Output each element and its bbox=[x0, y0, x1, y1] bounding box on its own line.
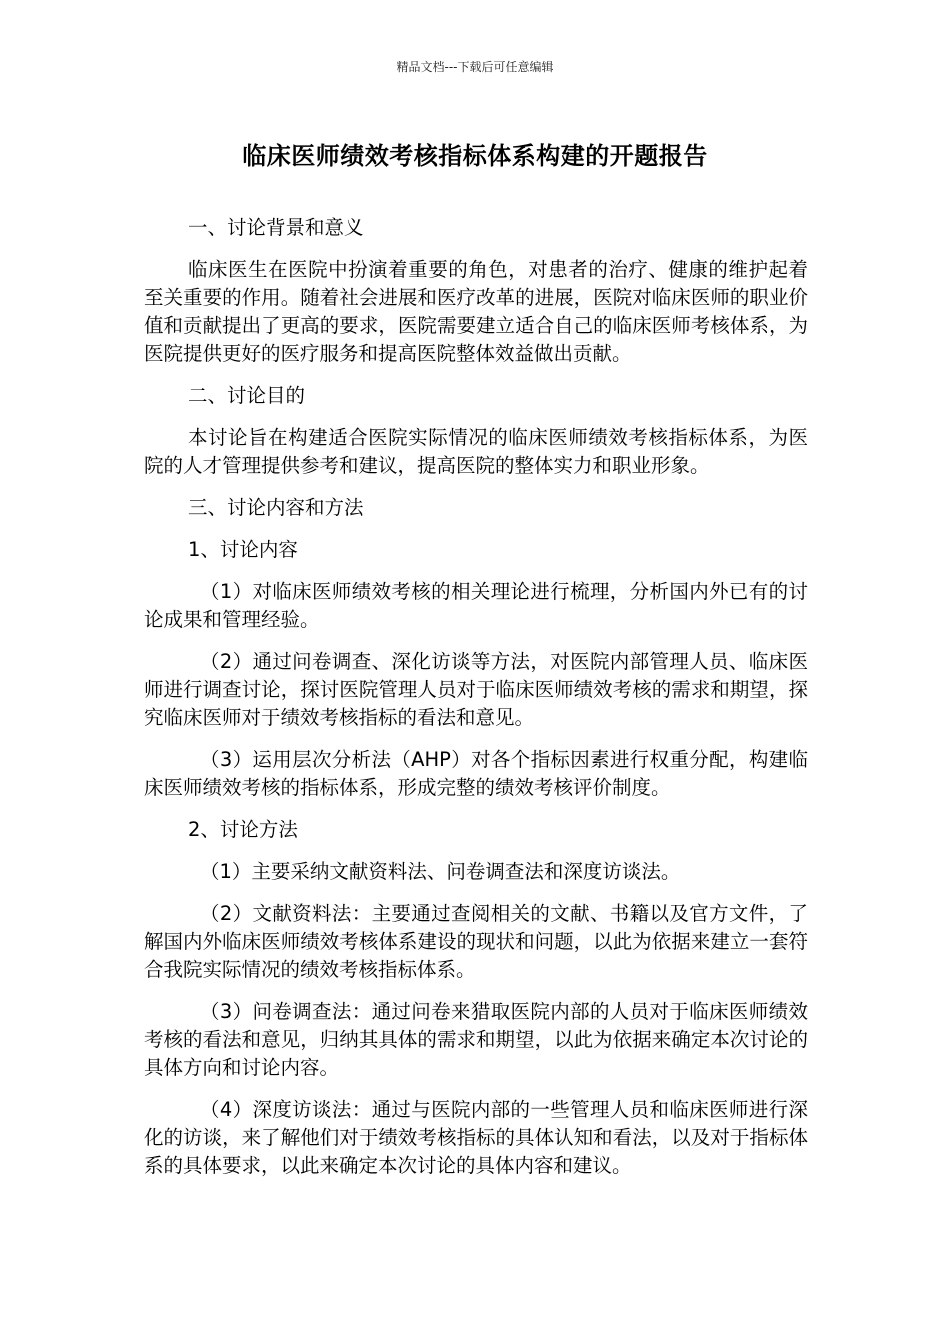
section-heading-purpose: 二、讨论目的 bbox=[188, 384, 306, 407]
paragraph-purpose: 本讨论旨在构建适合医院实际情况的临床医师绩效考核指标体系，为医院的人才管理提供参考和建议，提高医院的整体实力和职业形象。 bbox=[144, 426, 808, 477]
subsection-heading-method: 2、讨论方法 bbox=[188, 818, 298, 841]
method-item-1: （1）主要采纳文献资料法、问卷调查法和深度访谈法。 bbox=[200, 860, 681, 883]
header-note: 精品文档---下载后可任意编辑 bbox=[396, 60, 554, 74]
method-item-4: （4）深度访谈法：通过与医院内部的一些管理人员和临床医师进行深化的访谈，来了解他们对于绩效考核指标的具体认知和看法，以及对于指标体系的具体要求，以此来确定本次讨论的具体内容和建议。 bbox=[144, 1098, 808, 1177]
method-item-3: （3）问卷调查法：通过问卷来猎取医院内部的人员对于临床医师绩效考核的看法和意见，归纳其具体的需求和期望，以此为依据来确定本次讨论的具体方向和讨论内容。 bbox=[144, 1000, 808, 1079]
paragraph-background: 临床医生在医院中扮演着重要的角色，对患者的治疗、健康的维护起着至关重要的作用。随着社会进展和医疗改革的进展，医院对临床医师的职业价值和贡献提出了更高的要求，医院需要建立适合自己的临床医师考核体系，为医院提供更好的医疗服务和提高医院整体效益做出贡献。 bbox=[144, 258, 808, 365]
content-item-2: （2）通过问卷调查、深化访谈等方法，对医院内部管理人员、临床医师进行调查讨论，探讨医院管理人员对于临床医师绩效考核的需求和期望，探究临床医师对于绩效考核指标的看法和意见。 bbox=[144, 650, 808, 729]
content-item-3: （3）运用层次分析法（AHP）对各个指标因素进行权重分配，构建临床医师绩效考核的指标体系，形成完整的绩效考核评价制度。 bbox=[144, 748, 808, 799]
content-item-1: （1）对临床医师绩效考核的相关理论进行梳理，分析国内外已有的讨论成果和管理经验。 bbox=[144, 580, 808, 631]
document-body bbox=[144, 214, 808, 1194]
document-title: 临床医师绩效考核指标体系构建的开题报告 bbox=[242, 142, 708, 170]
subsection-heading-content: 1、讨论内容 bbox=[188, 538, 298, 561]
section-heading-background: 一、讨论背景和意义 bbox=[188, 216, 364, 239]
section-heading-content-method: 三、讨论内容和方法 bbox=[188, 496, 364, 519]
method-item-2: （2）文献资料法：主要通过查阅相关的文献、书籍以及官方文件，了解国内外临床医师绩效考核体系建设的现状和问题，以此为依据来建立一套符合我院实际情况的绩效考核指标体系。 bbox=[144, 902, 808, 981]
